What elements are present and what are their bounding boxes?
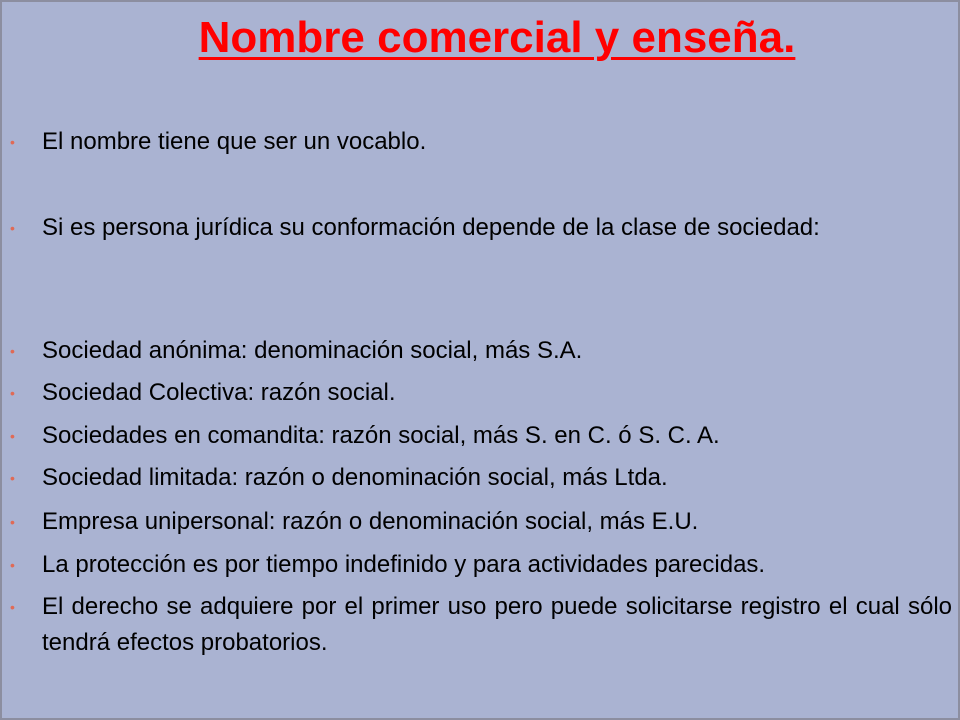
bullet-marker: •	[10, 343, 15, 359]
bullet-text: Sociedades en comandita: razón social, más S. en C. ó S. C. A.	[42, 422, 720, 449]
bullet-marker: •	[10, 470, 15, 486]
bullet-marker: •	[10, 385, 15, 401]
bullet-text: El nombre tiene que ser un vocablo.	[42, 128, 427, 155]
bullet-text: Sociedad limitada: razón o denominación social, más Ltda.	[42, 464, 668, 491]
bullet-text: Sociedad Colectiva: razón social.	[42, 379, 396, 406]
slide-title: Nombre comercial y enseña.	[198, 13, 796, 62]
bullet-list	[2, 2, 960, 720]
bullet-marker: •	[10, 428, 15, 444]
bullet-marker: •	[10, 514, 15, 530]
bullet-text: Empresa unipersonal: razón o denominación social, más E.U.	[42, 508, 699, 535]
bullet-text: Si es persona jurídica su conformación depende de la clase de sociedad:	[42, 214, 820, 241]
bullet-marker: •	[10, 599, 15, 615]
bullet-text: El derecho se adquiere por el primer uso pero puede solicitarse registro el cual sólo tendrá efectos probatorios.	[42, 593, 952, 656]
bullet-marker: •	[10, 220, 15, 236]
bullet-text: Sociedad anónima: denominación social, más S.A.	[42, 337, 583, 364]
bullet-marker: •	[10, 134, 15, 150]
bullet-marker: •	[10, 557, 15, 573]
bullet-text: La protección es por tiempo indefinido y para actividades parecidas.	[42, 551, 766, 578]
